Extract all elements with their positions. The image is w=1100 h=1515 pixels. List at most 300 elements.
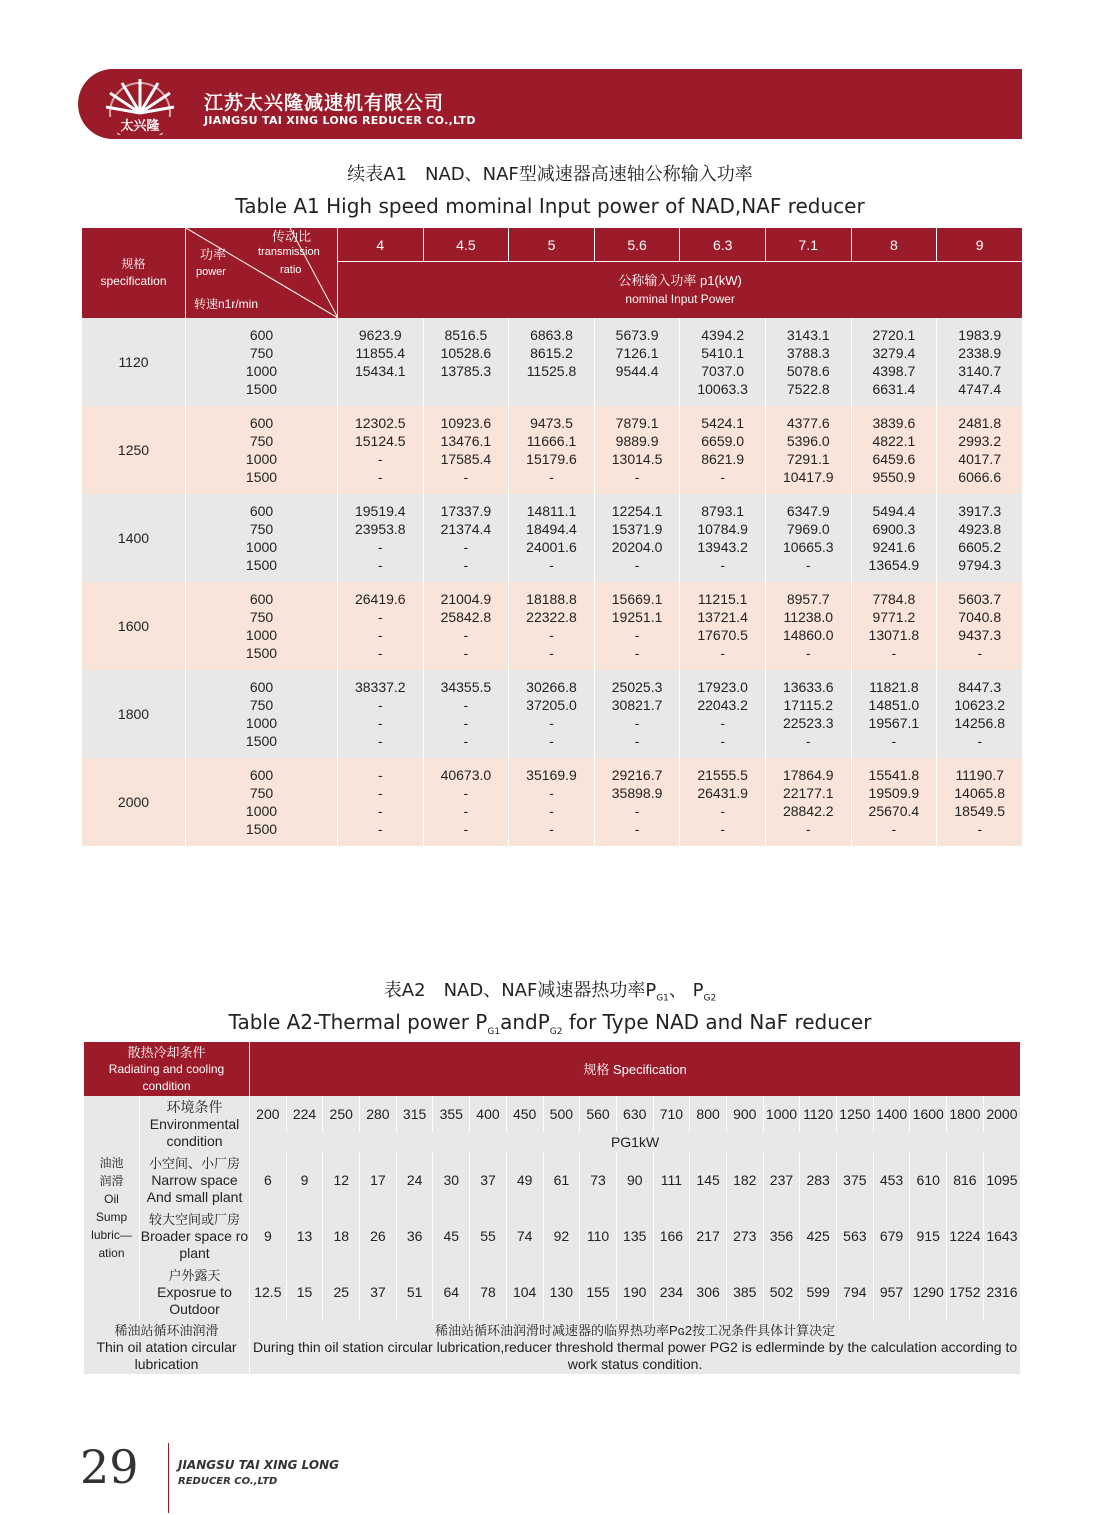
- power-value: 18549.5: [954, 803, 1005, 819]
- power-value: 5078.6: [786, 363, 830, 379]
- power-value: 20204.0: [611, 539, 663, 555]
- spec-cell: 1800: [947, 1096, 984, 1132]
- power-value: 22523.3: [782, 715, 834, 731]
- power-value: 19509.9: [868, 785, 920, 801]
- speed-value: 750: [249, 433, 274, 449]
- power-value: 9771.2: [872, 609, 916, 625]
- power-value: 14851.0: [868, 697, 920, 713]
- power-value: 26431.9: [697, 785, 748, 801]
- power-value: -: [720, 469, 725, 485]
- power-cell: [937, 670, 1023, 758]
- unit-header: [338, 262, 1023, 319]
- tableA2: [83, 1042, 1020, 1374]
- thermal-value: 78: [470, 1264, 507, 1320]
- cooling-header: 散热冷却条件 Radiating and cooling condition: [84, 1042, 250, 1096]
- power-value: 2720.1: [872, 327, 916, 343]
- power-label-en: power: [196, 266, 226, 278]
- power-value: -: [977, 733, 983, 749]
- speed-value: 1500: [245, 557, 278, 573]
- power-value: -: [377, 451, 383, 467]
- speed-label: 转速n1r/min: [194, 297, 259, 311]
- spec-cell: 2000: [82, 758, 186, 846]
- power-value: 4017.7: [958, 451, 1002, 467]
- power-cell: [765, 406, 851, 494]
- thermal-value: 425: [800, 1208, 837, 1264]
- unit-cn: 公称输入功率 p1(kW): [618, 273, 742, 288]
- thermal-row: [84, 1208, 1021, 1264]
- power-cell: [851, 582, 937, 670]
- power-cell: [851, 406, 937, 494]
- thermal-value: 92: [543, 1208, 580, 1264]
- tableA1-row: [82, 318, 1023, 406]
- spec-cell: 315: [396, 1096, 433, 1132]
- power-value: [338, 380, 423, 398]
- power-value: 14811.1: [526, 503, 577, 519]
- speed-value: 600: [249, 327, 274, 343]
- power-value: -: [549, 715, 554, 731]
- power-value: 5673.9: [615, 327, 659, 343]
- spec-cell: 900: [726, 1096, 763, 1132]
- power-value: 7969.0: [786, 521, 830, 537]
- thermal-value: 234: [653, 1264, 690, 1320]
- power-value: 8615.2: [530, 345, 573, 361]
- thermal-value: 73: [580, 1152, 617, 1208]
- power-value: -: [549, 733, 554, 749]
- oil-sump-cell: [84, 1096, 140, 1320]
- power-value: 17864.9: [782, 767, 834, 783]
- power-value: 10417.9: [782, 469, 834, 485]
- power-value: 37205.0: [526, 697, 577, 713]
- thermal-value: 30: [433, 1152, 470, 1208]
- thermal-row: [84, 1264, 1021, 1320]
- power-cell: [338, 318, 424, 406]
- power-cell: [423, 494, 509, 582]
- speed-value: 1000: [245, 803, 278, 819]
- spec-header: [82, 228, 186, 318]
- thermal-value: 6: [250, 1152, 287, 1208]
- thermal-value: 26: [360, 1208, 397, 1264]
- thermal-value: 306: [690, 1264, 727, 1320]
- tableA2-title-cn: 表A2 NAD、NAF减速器热功率$P_{G1}$、 $P_{G2}$: [383, 980, 717, 1004]
- company-name-en: JIANGSU TAI XING LONG REDUCER CO.,LTD: [204, 114, 476, 127]
- diagonal-header: [186, 228, 338, 318]
- power-cell: [937, 494, 1023, 582]
- power-value: [424, 380, 509, 398]
- power-value: 6900.3: [872, 521, 916, 537]
- power-value: 11821.8: [869, 679, 919, 695]
- env-label: Environmental: [149, 1115, 240, 1132]
- power-value: 6459.6: [872, 451, 916, 467]
- tableA1-row: [82, 406, 1023, 494]
- power-value: -: [891, 645, 897, 661]
- power-value: 29216.7: [611, 767, 663, 783]
- power-value: -: [377, 803, 383, 819]
- power-cell: [509, 670, 595, 758]
- oil-sump-label: ation: [98, 1246, 125, 1260]
- power-value: 10784.9: [697, 521, 748, 537]
- power-value: 9889.9: [615, 433, 659, 449]
- power-value: -: [720, 557, 725, 573]
- thermal-value: 15: [286, 1264, 323, 1320]
- ratio-header: 8: [851, 228, 937, 262]
- power-cell: [423, 406, 509, 494]
- power-cell: [338, 406, 424, 494]
- spec-cell: 1600: [82, 582, 186, 670]
- power-label-cn: 功率: [200, 247, 227, 262]
- power-value: 17923.0: [697, 679, 748, 695]
- thermal-value: 64: [433, 1264, 470, 1320]
- condition-text: Outdoor: [169, 1300, 220, 1317]
- thermal-value: 217: [690, 1208, 727, 1264]
- spec-cell: 800: [690, 1096, 727, 1132]
- speed-value: 750: [249, 785, 274, 801]
- power-cell: [509, 318, 595, 406]
- power-value: 3839.6: [872, 415, 916, 431]
- thermal-value: 957: [873, 1264, 910, 1320]
- power-value: 22043.2: [697, 697, 748, 713]
- power-value: 13943.2: [697, 539, 748, 555]
- power-value: 25842.8: [440, 609, 492, 625]
- power-cell: [851, 670, 937, 758]
- power-value: 18494.4: [526, 521, 577, 537]
- power-cell: [338, 494, 424, 582]
- power-value: 11190.7: [955, 767, 1004, 783]
- power-cell: [937, 582, 1023, 670]
- power-value: 15434.1: [354, 363, 406, 379]
- condition-text: 小空间、小厂房: [149, 1155, 241, 1171]
- power-value: -: [720, 803, 725, 819]
- power-value: 15669.1: [611, 591, 663, 607]
- thin-oil-text: Thin oil atation circular: [96, 1338, 237, 1355]
- power-cell: [594, 758, 680, 846]
- power-value: -: [463, 733, 469, 749]
- power-cell: [680, 494, 766, 582]
- speed-value: 750: [249, 697, 274, 713]
- power-value: 1983.9: [958, 327, 1002, 343]
- logo-text: 太兴隆: [120, 119, 160, 134]
- thermal-value: 18: [323, 1208, 360, 1264]
- power-value: -: [634, 557, 640, 573]
- power-cell: [338, 758, 424, 846]
- power-value: -: [463, 803, 469, 819]
- power-value: 25670.4: [868, 803, 920, 819]
- footer-company-line2: REDUCER CO.,LTD: [178, 1476, 278, 1487]
- thermal-value: 356: [763, 1208, 800, 1264]
- power-value: -: [549, 645, 554, 661]
- power-cell: [509, 406, 595, 494]
- thermal-value: 166: [653, 1208, 690, 1264]
- power-value: -: [463, 715, 469, 731]
- power-cell: [423, 670, 509, 758]
- spec-header-en: specification: [100, 274, 167, 288]
- spec-cell: 630: [616, 1096, 653, 1132]
- power-value: 3279.4: [872, 345, 916, 361]
- speed-value: 1000: [245, 363, 278, 379]
- power-cell: [680, 670, 766, 758]
- oil-sump-label: Oil: [104, 1192, 119, 1206]
- ratio-header: 4.5: [423, 228, 509, 262]
- power-cell: [680, 318, 766, 406]
- power-value: -: [377, 627, 383, 643]
- ratio-header: 4: [338, 228, 424, 262]
- power-value: -: [720, 645, 725, 661]
- power-value: 26419.6: [354, 591, 406, 607]
- power-value: 21004.9: [440, 591, 492, 607]
- power-value: 35898.9: [611, 785, 663, 801]
- power-value: -: [634, 803, 640, 819]
- power-value: 21374.4: [440, 521, 492, 537]
- power-value: 5603.7: [958, 591, 1002, 607]
- power-value: -: [891, 733, 897, 749]
- power-value: 9437.3: [958, 627, 1002, 643]
- speed-value: 750: [249, 521, 274, 537]
- power-value: -: [549, 821, 554, 837]
- power-value: -: [463, 645, 469, 661]
- power-value: 9544.4: [615, 363, 659, 379]
- thermal-value: 24: [396, 1152, 433, 1208]
- thermal-value: 61: [543, 1152, 580, 1208]
- power-value: -: [463, 821, 469, 837]
- power-value: 11238.0: [783, 609, 834, 625]
- power-value: 18188.8: [526, 591, 577, 607]
- thermal-value: 385: [726, 1264, 763, 1320]
- env-label: 环境条件: [166, 1098, 223, 1115]
- ratio-header: 6.3: [680, 228, 766, 262]
- power-value: 10528.6: [440, 345, 492, 361]
- power-cell: [851, 758, 937, 846]
- power-value: [595, 380, 680, 398]
- thermal-value: 1643: [983, 1208, 1020, 1264]
- tableA1-title-en: Table A1 High speed mominal Input power of NAD,NAF reducer: [235, 194, 865, 218]
- power-value: -: [463, 697, 469, 713]
- power-value: 4822.1: [872, 433, 916, 449]
- oil-sump-label: Sump: [95, 1210, 128, 1224]
- power-value: 5410.1: [701, 345, 745, 361]
- power-cell: [765, 582, 851, 670]
- power-value: 40673.0: [440, 767, 492, 783]
- power-cell: [423, 582, 509, 670]
- power-cell: [937, 318, 1023, 406]
- power-value: -: [720, 733, 725, 749]
- spec-cell: 1600: [910, 1096, 947, 1132]
- speed-value: 600: [249, 503, 274, 519]
- oil-sump-label: 油池: [99, 1156, 124, 1170]
- power-value: 17337.9: [440, 503, 492, 519]
- power-value: 22322.8: [526, 609, 577, 625]
- thermal-value: 110: [580, 1208, 617, 1264]
- power-value: -: [377, 715, 383, 731]
- power-value: -: [463, 469, 469, 485]
- tableA1: [81, 228, 1022, 846]
- power-value: 17670.5: [697, 627, 748, 643]
- power-value: 19251.1: [611, 609, 663, 625]
- thermal-value: 9: [286, 1152, 323, 1208]
- power-cell: [594, 494, 680, 582]
- power-cell: [680, 582, 766, 670]
- power-cell: [765, 494, 851, 582]
- oil-sump-label: 润滑: [99, 1174, 124, 1188]
- power-cell: [594, 406, 680, 494]
- speed-value: 1000: [245, 451, 278, 467]
- thermal-value: 135: [616, 1208, 653, 1264]
- power-value: 9473.5: [530, 415, 573, 431]
- power-value: [509, 380, 594, 398]
- power-value: 3788.3: [786, 345, 830, 361]
- power-value: 13721.4: [697, 609, 748, 625]
- power-cell: [594, 318, 680, 406]
- power-value: 11666.1: [526, 433, 577, 449]
- power-value: -: [377, 539, 383, 555]
- thermal-value: 2316: [983, 1264, 1020, 1320]
- thermal-value: 37: [470, 1152, 507, 1208]
- tableA1-row: [82, 758, 1023, 846]
- tableA1-row: [82, 670, 1023, 758]
- speed-cell: [186, 670, 338, 758]
- env-label: condition: [166, 1132, 223, 1149]
- power-value: 6605.2: [958, 539, 1002, 555]
- spec-header-cn: 规格: [121, 257, 146, 271]
- power-value: 11855.4: [355, 345, 406, 361]
- condition-label: [140, 1264, 250, 1320]
- spec-cell: 250: [323, 1096, 360, 1132]
- power-value: -: [377, 767, 383, 783]
- power-value: 5396.0: [786, 433, 830, 449]
- thermal-value: 51: [396, 1264, 433, 1320]
- power-value: 6631.4: [872, 381, 916, 397]
- power-value: -: [634, 821, 640, 837]
- ratio-header: 9: [937, 228, 1023, 262]
- speed-value: 600: [249, 679, 274, 695]
- thermal-value: 37: [360, 1264, 397, 1320]
- speed-value: 1000: [245, 715, 278, 731]
- spec-cell: 200: [250, 1096, 287, 1132]
- power-value: -: [634, 715, 640, 731]
- power-value: 15371.9: [611, 521, 663, 537]
- power-value: 17585.4: [440, 451, 492, 467]
- spec-cell: 280: [360, 1096, 397, 1132]
- power-cell: [509, 494, 595, 582]
- power-value: -: [463, 539, 469, 555]
- power-value: 13014.5: [611, 451, 663, 467]
- power-cell: [423, 318, 509, 406]
- speed-value: 1500: [245, 645, 278, 661]
- power-value: 24001.6: [526, 539, 577, 555]
- power-value: -: [377, 697, 383, 713]
- thermal-value: 190: [616, 1264, 653, 1320]
- power-value: -: [377, 645, 383, 661]
- power-value: 14860.0: [782, 627, 834, 643]
- power-value: 8621.9: [701, 451, 745, 467]
- thermal-value: 237: [763, 1152, 800, 1208]
- power-value: -: [549, 785, 554, 801]
- thermal-value: 1752: [947, 1264, 984, 1320]
- power-value: -: [377, 469, 383, 485]
- power-cell: [851, 494, 937, 582]
- power-value: -: [463, 785, 469, 801]
- power-cell: [594, 582, 680, 670]
- power-value: 25025.3: [611, 679, 663, 695]
- tableA1-row: [82, 582, 1023, 670]
- thermal-value: 273: [726, 1208, 763, 1264]
- thermal-value: 111: [653, 1152, 690, 1208]
- power-value: 19567.1: [868, 715, 920, 731]
- thermal-value: 12: [323, 1152, 360, 1208]
- thermal-value: 155: [580, 1264, 617, 1320]
- power-value: 35169.9: [526, 767, 577, 783]
- condition-text: Broader space ro: [140, 1227, 249, 1244]
- speed-value: 750: [249, 345, 274, 361]
- power-value: 19519.4: [354, 503, 406, 519]
- power-value: 4747.4: [958, 381, 1002, 397]
- power-value: 38337.2: [354, 679, 406, 695]
- power-value: -: [720, 715, 725, 731]
- power-value: 9623.9: [358, 327, 402, 343]
- power-value: 4377.6: [786, 415, 830, 431]
- power-value: 28842.2: [782, 803, 834, 819]
- thermal-value: 1290: [910, 1264, 947, 1320]
- power-value: 13785.3: [440, 363, 492, 379]
- power-value: -: [463, 627, 469, 643]
- power-value: 4394.2: [701, 327, 745, 343]
- pg1-unit: PG1kW: [250, 1132, 1021, 1152]
- condition-text: 户外露天: [168, 1267, 221, 1283]
- power-value: -: [634, 645, 640, 661]
- speed-value: 1500: [245, 733, 278, 749]
- power-value: 13654.9: [868, 557, 920, 573]
- thermal-value: 145: [690, 1152, 727, 1208]
- power-value: -: [377, 821, 383, 837]
- power-value: 5494.4: [872, 503, 916, 519]
- spec-cell: 1400: [873, 1096, 910, 1132]
- thermal-value: 502: [763, 1264, 800, 1320]
- ratio-label-cn: 传动比: [272, 229, 312, 244]
- condition-text: 较大空间或厂房: [149, 1211, 241, 1227]
- thin-oil-text: 稀油站循环油润滑: [114, 1322, 219, 1338]
- power-value: 11525.8: [526, 363, 577, 379]
- power-value: 9794.3: [958, 557, 1002, 573]
- thermal-value: 375: [837, 1152, 874, 1208]
- power-value: -: [377, 609, 383, 625]
- power-value: 13476.1: [440, 433, 492, 449]
- thermal-value: 12.5: [250, 1264, 287, 1320]
- tableA1-title-cn: 续表A1 NAD、NAF型减速器高速轴公称输入功率: [347, 164, 753, 185]
- power-value: 5424.1: [701, 415, 745, 431]
- power-value: 6347.9: [786, 503, 830, 519]
- power-value: 30821.7: [611, 697, 663, 713]
- thin-oil-note-text: During thin oil station circular lubrication,reducer threshold thermal power PG2 is edlerminde by the calculation according to work status condition.: [252, 1338, 1018, 1372]
- thermal-value: 13: [286, 1208, 323, 1264]
- power-value: 6659.0: [701, 433, 745, 449]
- power-value: 17115.2: [783, 697, 834, 713]
- power-value: -: [891, 821, 897, 837]
- power-value: 9241.6: [872, 539, 916, 555]
- condition-label: [140, 1152, 250, 1208]
- power-value: 10665.3: [782, 539, 834, 555]
- ratio-label-en2: ratio: [280, 264, 302, 276]
- power-value: -: [805, 733, 811, 749]
- power-value: 3140.7: [958, 363, 1002, 379]
- power-value: 4398.7: [872, 363, 916, 379]
- power-value: 10923.6: [440, 415, 492, 431]
- power-value: 10623.2: [954, 697, 1005, 713]
- spec-cell: 224: [286, 1096, 323, 1132]
- power-value: 15124.5: [354, 433, 406, 449]
- condition-text: Exposrue to: [157, 1283, 232, 1300]
- power-value: 13071.8: [868, 627, 920, 643]
- power-value: 7126.1: [615, 345, 659, 361]
- thermal-value: 90: [616, 1152, 653, 1208]
- thermal-value: 130: [543, 1264, 580, 1320]
